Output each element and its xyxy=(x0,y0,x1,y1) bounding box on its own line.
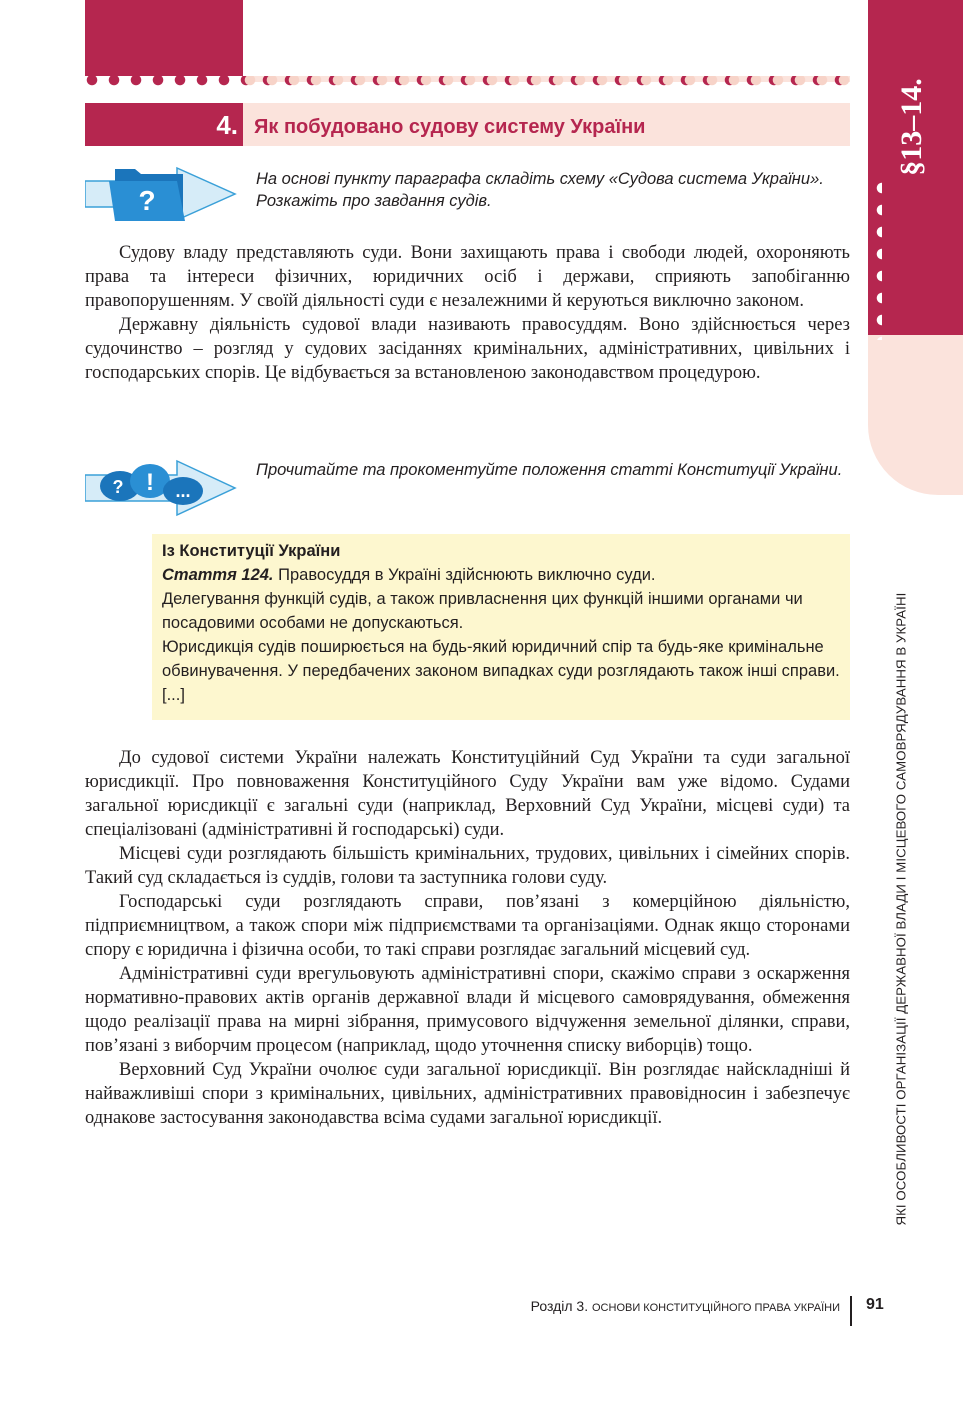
footer-part: Розділ 3. xyxy=(530,1298,589,1314)
paragraph: Господарські суди розглядають справи, пов’язані з комерційною діяльністю, підприємництвом, а також спори між підприємствами та організаціями. Однак якщо сторонами спору є юридична і фізична особи, то такі справи розглядає загальний місцевий суд. xyxy=(85,892,850,960)
footer-part-title: ОСНОВИ КОНСТИТУЦІЙНОГО ПРАВА УКРАЇНИ xyxy=(592,1302,840,1314)
page-number: 91 xyxy=(866,1296,884,1313)
body-text-section-2 xyxy=(85,746,850,1130)
section-number: 4. xyxy=(216,110,238,140)
paragraph: Верховний Суд України очолює суди загальної юрисдикції. Він розглядає найскладніші й найважливіші спори з кримінальних, цивільних, адміністративних правовідносин і забезпечує однакове застосування законодавства всіма судами загальної юрисдикції. xyxy=(85,1060,850,1128)
task-instruction-2: Прочитайте та прокоментуйте положення статті Конституції України. xyxy=(256,461,843,479)
chapter-running-title: ЯКІ ОСОБЛИВОСТІ ОРГАНІЗАЦІЇ ДЕРЖАВНОЇ ВЛАДИ І МІСЦЕВОГО САМОВРЯДУВАННЯ В УКРАЇНІ xyxy=(893,592,909,1226)
article-line: Делегування функцій судів, а також привласнення цих функцій іншими органами чи посадовими особами не допускаються. xyxy=(162,590,803,632)
paragraph: Судову владу представляють суди. Вони захищають права і свободи людей, охороняють права та інтереси фізичних, юридичних осіб і держави, сприяють запобіганню правопорушенням. У своїй діяльності суди є незалежними й керуються виключно законом. xyxy=(85,243,850,311)
folder-question-icon xyxy=(85,163,237,225)
side-tab-lower xyxy=(868,335,963,495)
article-line: Юрисдикція судів поширюється на будь-який юридичний спір та будь-яке кримінальне обвинувачення. У передбачених законом випадках суди розглядають також інші справи. [...] xyxy=(162,638,840,704)
task-instruction-1: На основі пункту параграфа складіть схему «Судова система України». Розкажіть про завдання судів. xyxy=(256,170,824,210)
footer-running-head xyxy=(420,1298,840,1314)
side-dotted-border xyxy=(868,180,882,340)
paragraph: Адміністративні суди врегульовують адміністративні спори, скажімо справи з оскарження нормативно-правових актів органів державної влади й місцевого самоврядування, обмеження щодо реалізації права на мирні зібрання, примусового відчуження земельної ділянки, справи, пов’язані з виборчим процесом (наприклад, щодо уточнення списку виборців) тощо. xyxy=(85,964,850,1056)
paragraph: Державну діяльність судової влади називають правосуддям. Воно здійснюється через судочинство – розгляд у судових засіданнях кримінальних, адміністративних, цивільних і господарських спорів. Це відбувається за встановленою законодавством процедурою. xyxy=(85,315,850,383)
svg-text:?: ? xyxy=(138,185,156,216)
excerpt-title: Із Конституції України xyxy=(162,542,341,560)
svg-text:!: ! xyxy=(146,469,154,496)
paragraph: До судової системи України належать Конституційний Суд України та суди загальної юрисдикції. Про повноваження Конституційного Суду України вам уже відомо. Судами загальної юрисдикції є загальні суди (наприклад, Верховний Суд України, місцеві суди) та спеціалізовані (адміністративні й господарські) суди. xyxy=(85,748,850,840)
section-title: Як побудовано судову систему України xyxy=(254,116,646,138)
body-text-section-1 xyxy=(85,241,850,385)
paragraph-label: §13–14. xyxy=(895,78,928,176)
svg-text:...: ... xyxy=(175,481,191,501)
constitution-excerpt xyxy=(162,539,842,707)
paragraph: Місцеві суди розглядають більшість кримінальних, трудових, цивільних і сімейних спорів. Такий суд складається із суддів, голови та заступника голови суду. xyxy=(85,844,850,888)
speech-bubbles-icon xyxy=(85,459,237,517)
footer-divider xyxy=(850,1296,852,1326)
article-text: Правосуддя в Україні здійснюють виключно суди. xyxy=(273,566,656,584)
svg-text:?: ? xyxy=(112,477,124,497)
top-decoration xyxy=(85,0,243,76)
article-124 xyxy=(162,563,842,587)
dotted-border xyxy=(85,76,850,88)
article-label: Стаття 124. xyxy=(162,566,274,584)
